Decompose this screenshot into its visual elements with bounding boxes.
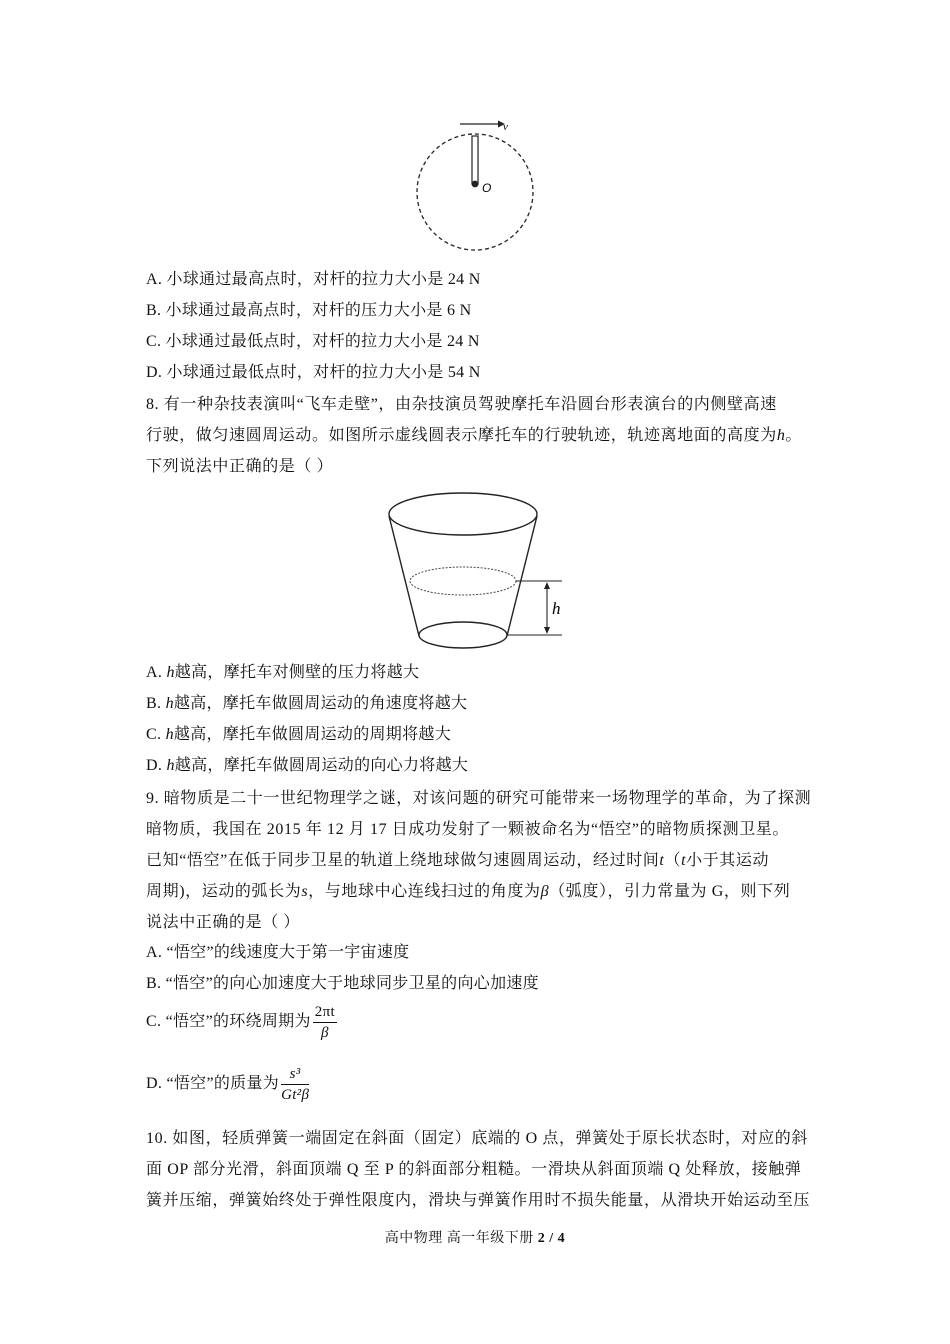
label-o: O <box>482 181 492 195</box>
q8-line3: 下列说法中正确的是（ ） <box>146 458 334 475</box>
q9-line5: 说法中正确的是（ ） <box>146 914 301 931</box>
top-rim <box>389 493 537 535</box>
q9-line1: 9. 暗物质是二十一世纪物理学之谜，对该问题的研究可能带来一场物理学的革命，为了探测 <box>146 790 812 807</box>
q7-option-b: B. 小球通过最高点时，对杆的压力大小是 6 N <box>146 302 472 319</box>
ball <box>472 181 479 188</box>
q9-option-b: B. “悟空”的向心加速度大于地球同步卫星的向心加速度 <box>146 975 539 992</box>
q9-stem <box>146 783 810 938</box>
rod-circle-figure <box>410 112 540 262</box>
right-wall <box>507 516 537 636</box>
q8-line1: 8. 有一种杂技表演叫“飞车走壁”，由杂技演员驾驶摩托车沿圆台形表演台的内侧壁高速 <box>146 396 777 413</box>
q8-option-c: C. h越高，摩托车做圆周运动的周期将越大 <box>146 726 451 743</box>
q8-option-d: D. h越高，摩托车做圆周运动的向心力将越大 <box>146 757 469 774</box>
track-circle <box>410 567 516 595</box>
q9-line2: 暗物质，我国在 2015 年 12 月 17 日成功发射了一颗被命名为“悟空”的暗物质探测卫星。 <box>146 821 790 838</box>
page-number: 2 / 4 <box>537 1231 566 1246</box>
q10-stem <box>146 1123 810 1216</box>
q8-stem <box>146 389 810 482</box>
q8-option-b: B. h越高，摩托车做圆周运动的角速度将越大 <box>146 695 468 712</box>
label-h: h <box>552 599 561 618</box>
q9-option-c: C. “悟空”的环绕周期为 $\frac{2\pi t}{\beta}$ <box>146 1003 335 1041</box>
q10-line2: 面 OP 部分光滑，斜面顶端 Q 至 P 的斜面部分粗糙。一滑块从斜面顶端 Q 处释放，接触弹 <box>146 1161 802 1178</box>
base <box>419 622 507 648</box>
q10-line3: 簧并压缩，弹簧始终处于弹性限度内，滑块与弹簧作用时不损失能量，从滑块开始运动至压 <box>146 1192 811 1209</box>
q9-line3: 已知“悟空”在低于同步卫星的轨道上绕地球做匀速圆周运动，经过时间t（t小于其运动 <box>146 852 770 869</box>
label-v: v <box>503 121 508 133</box>
q10-line1: 10. 如图，轻质弹簧一端固定在斜面（固定）底端的 O 点，弹簧处于原长状态时，对应的斜 <box>146 1130 808 1147</box>
q7-option-d: D. 小球通过最低点时，对杆的拉力大小是 54 N <box>146 364 481 381</box>
q9-option-d: D. “悟空”的质量为 $\frac{\text{s³}}{\text{Gt²β}}$ <box>146 1065 310 1103</box>
q9-option-a: A. “悟空”的线速度大于第一宇宙速度 <box>146 944 410 961</box>
q7-option-a: A. 小球通过最高点时，对杆的拉力大小是 24 N <box>146 271 481 288</box>
frustum-figure <box>385 490 575 660</box>
rod <box>472 136 478 184</box>
left-wall <box>389 516 419 636</box>
footer-text: 高中物理 高一年级下册 <box>384 1231 538 1246</box>
page-footer <box>0 1227 950 1247</box>
q9-d-fraction: $\frac{\text{s³}}{\text{Gt²β}}$ <box>281 1065 310 1103</box>
q7-option-c: C. 小球通过最低点时，对杆的拉力大小是 24 N <box>146 333 480 350</box>
q8-line2: 行驶，做匀速圆周运动。如图所示虚线圆表示摩托车的行驶轨迹，轨迹离地面的高度为h。 <box>146 427 803 444</box>
q9-line4: 周期)，运动的弧长为s，与地球中心连线扫过的角度为β（弧度），引力常量为 G，则下列 <box>146 883 791 900</box>
q9-c-fraction: $\frac{2\pi t}{\beta}$ <box>314 1003 335 1041</box>
q8-option-a: A. h越高，摩托车对侧壁的压力将越大 <box>146 664 420 681</box>
